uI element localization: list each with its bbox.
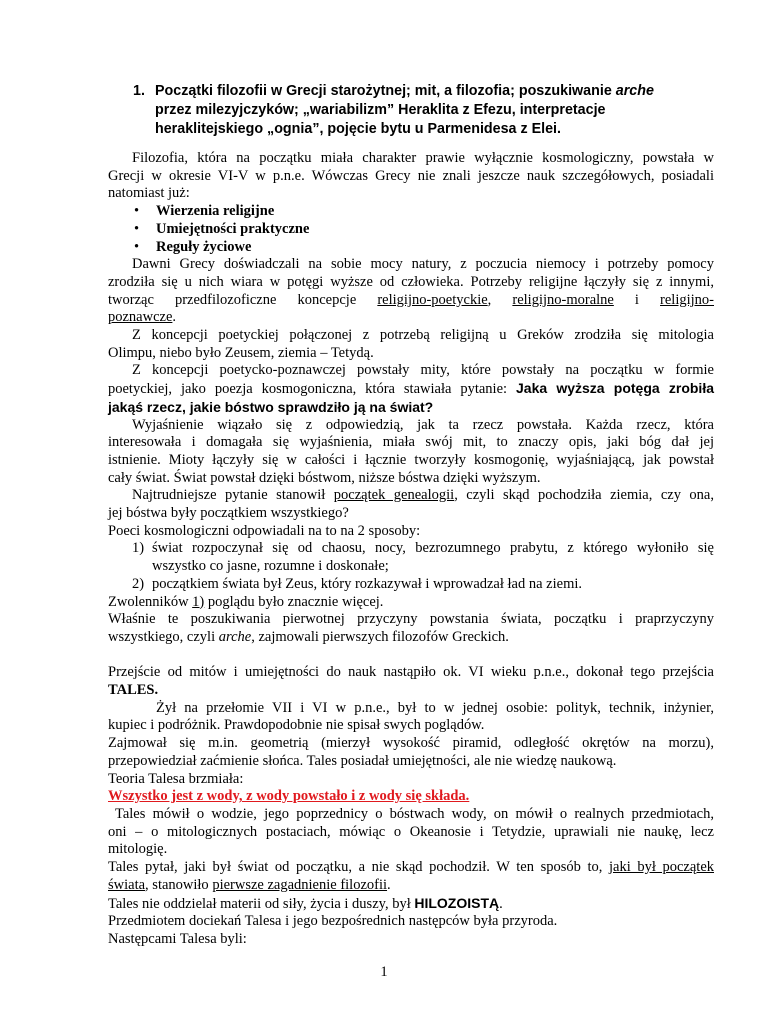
- heading-line: przez milezyjczyków; „wariabilizm” Heraklita z Efezu, interpretacje: [155, 102, 606, 118]
- paragraph: Zwolenników 1) poglądu było znacznie więcej.: [108, 593, 384, 610]
- paragraph: Tales pytał, jaki był świat od początku, a nie skąd pochodził. W ten sposób to, jaki był początek świata, stanowiło pierwsze zagadnienie filozofii.: [108, 859, 714, 893]
- document-body: [108, 150, 714, 949]
- paragraph: Z koncepcji poetycko-poznawczej powstały mity, które powstały na początku w formie poetyckiej, jako poezja kosmogoniczna, która stawiała pytanie: Jaka wyższa potęga zrobiła jakąś rzecz, jakie bóstwo sprawdziło ją na świat?: [108, 362, 714, 415]
- section-heading: [133, 82, 713, 139]
- paragraph: Najtrudniejsze pytanie stanowił początek genealogii, czyli skąd pochodziła ziemia, czy ona, jej bóstwa były początkiem wszystkiego?: [108, 487, 714, 522]
- heading-number: 1.: [133, 83, 145, 99]
- paragraph: Teoria Talesa brzmiała:: [108, 770, 244, 787]
- name-tales: TALES.: [108, 682, 159, 699]
- list-item: 1) świat rozpoczynał się od chaosu, nocy, bezrozumnego prabytu, z którego wyłoniło się: [132, 540, 714, 557]
- paragraph: Z koncepcji poetyckiej połączonej z potrzebą religijną u Greków zrodziła się mitologia Olimpu, niebo było Zeusem, ziemia – Tetydą.: [108, 327, 714, 361]
- page-number: 1: [380, 964, 388, 980]
- paragraph: Następcami Talesa byli:: [108, 930, 247, 947]
- bullet-list: [108, 203, 714, 256]
- paragraph: Przejście od mitów i umiejętności do nauk nastąpiło ok. VI wieku p.n.e., dokonał tego przejścia TALES.: [108, 664, 714, 699]
- paragraph: Przedmiotem dociekań Talesa i jego bezpośrednich następców była przyroda.: [108, 913, 558, 930]
- paragraph: Tales nie oddzielał materii od siły, życia i duszy, był HILOZOISTĄ.: [108, 894, 503, 912]
- bullet-item: • Reguły życiowe: [108, 239, 714, 257]
- paragraph: Poeci kosmologiczni odpowiadali na to na 2 sposoby:: [108, 522, 421, 539]
- numbered-list: 1) świat rozpoczynał się od chaosu, nocy, bezrozumnego prabytu, z którego wyłoniło się wszystko co jasne, rozumne i doskonałe; 2) początkiem świata był Zeus, który rozkazywał i wprowadzał ład na ziemi.: [108, 540, 714, 593]
- paragraph: Dawni Grecy doświadczali na sobie mocy natury, z poczucia niemocy i potrzeby pomocy zrodziła się u nich wiara w potęgi wyższe od człowieka. Potrzeby religijne łączyły się z innymi, tworząc przedfilozoficzne koncepcje religijno-poetyckie, religijno-moralne i religijno- poznawcze.: [108, 256, 714, 326]
- paragraph: Wyjaśnienie wiązało się z odpowiedzią, jak ta rzecz powstała. Każda rzecz, która interesowała i domagała się wyjaśnienia, miała swój mit, to znaczy opis, jaki bóg dał jej istnienie. Mioty łączyły się w całości i łącznie tworzyły kosmogonię, wyjaśniającą, jak powstał cały świat. Świat powstał dzięki bóstwom, niższe bóstwa dzięki wyższym.: [108, 416, 714, 486]
- paragraph: Filozofia, która na początku miała charakter prawie wyłącznie kosmologiczny, powstała w Grecji w okresie VI-V w p.n.e. Wówczas Grecy nie znali jeszcze nauk szczegółowych, posiadali natomiast już:: [108, 150, 714, 202]
- heading-line: Początki filozofii w Grecji starożytnej; mit, a filozofia; poszukiwanie arche: [155, 83, 654, 99]
- paragraph: Zajmował się m.in. geometrią (mierzył wysokość piramid, odległość okrętów na morzu), przepowiedział zaćmienie słońca. Tales posiadał umiejętności, ale nie wiedzę naukową.: [108, 735, 714, 769]
- highlighted-thesis: Wszystko jest z wody, z wody powstało i z wody się składa.: [108, 788, 470, 805]
- bullet-item: • Wierzenia religijne: [108, 203, 714, 221]
- paragraph: Tales mówił o wodzie, jego poprzednicy o bóstwach wody, on mówił o realnych przedmiotach, oni – o mitologicznych postaciach, mówiąc o Okeanosie i Tetydzie, uprawiali nie naukę, lecz mitologię.: [108, 806, 714, 858]
- heading-italic-term: arche: [615, 83, 654, 99]
- list-item: 2) początkiem świata był Zeus, który rozkazywał i wprowadzał ład na ziemi.: [132, 575, 583, 592]
- paragraph: Żył na przełomie VII i VI w p.n.e., był to w jednej osobie: polityk, technik, inżynier, kupiec i podróżnik. Prawdopodobnie nie spisał swych poglądów.: [108, 699, 714, 734]
- heading-line: heraklitejskiego „ognia”, pojęcie bytu u Parmenidesa z Elei.: [155, 121, 562, 137]
- bullet-item: • Umiejętności praktyczne: [108, 221, 714, 239]
- paragraph: Właśnie te poszukiwania pierwotnej przyczyny powstania świata, początku i praprzyczyny wszystkiego, czyli arche, zajmowali pierwszych filozofów Greckich.: [108, 611, 714, 645]
